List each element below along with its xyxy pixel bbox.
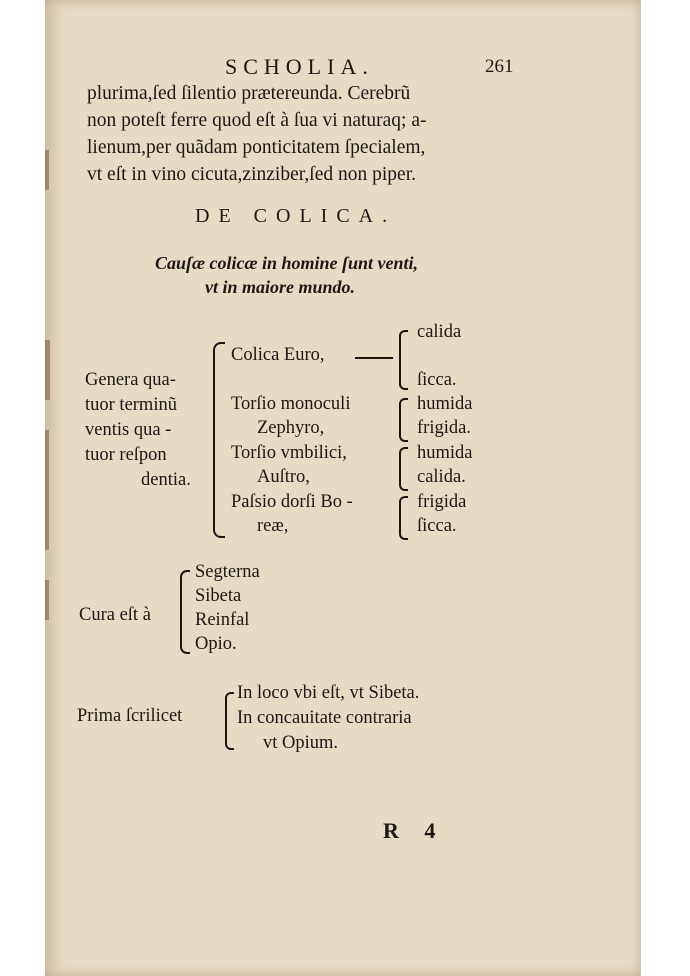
genera-item-line: reæ, (257, 516, 289, 536)
genera-label-line: tuor terminũ (85, 395, 177, 415)
intro-line: Cauſæ colicæ in homine ſunt venti, (155, 253, 419, 273)
cura-item: Opio. (195, 634, 237, 654)
quality-brace (399, 496, 408, 540)
section-title: DE COLICA. (195, 205, 397, 227)
cura-brace (180, 570, 190, 654)
quality: humida (417, 443, 473, 463)
cura-item: Segterna (195, 562, 260, 582)
genera-brace (213, 342, 225, 538)
cura-item: Sibeta (195, 586, 242, 606)
genera-label-line: ventis qua - (85, 420, 172, 440)
prima-label: Prima ſcrilicet (77, 706, 183, 726)
genera-item-line: Zephyro, (257, 418, 325, 438)
quality: calida (417, 322, 462, 342)
quality-brace (399, 398, 408, 442)
cura-item: Reinfal (195, 610, 250, 630)
genera-item-line: Torſio monoculi (231, 394, 351, 414)
prima-item: In concauitate contraria (237, 708, 412, 728)
intro-line: vt in maiore mundo. (205, 277, 356, 297)
quality: ſicca. (417, 516, 457, 536)
text-line: non poteſt ferre quod eſt à ſua vi naturaq; a- (87, 110, 427, 131)
prima-item: In loco vbi eſt, vt Sibeta. (237, 683, 420, 703)
margin-mark (45, 150, 49, 190)
prima-item: vt Opium. (263, 733, 339, 753)
connector-dash (355, 357, 393, 359)
book-page (45, 0, 641, 976)
margin-mark (45, 340, 50, 400)
genera-label-line: tuor reſpon (85, 445, 167, 465)
quality-brace (399, 447, 408, 491)
cura-label: Cura eſt à (79, 605, 151, 625)
text-line: plurima,ſed ſilentio prætereunda. Cerebrũ (87, 83, 411, 104)
quality: frigida (417, 492, 467, 512)
margin-mark (45, 430, 49, 550)
quality-brace (399, 330, 408, 390)
genera-item-line: Colica Euro, (231, 345, 325, 365)
quality: frigida. (417, 418, 471, 438)
quality: humida (417, 394, 473, 414)
text-line: lienum,per quãdam ponticitatem ſpecialem, (87, 137, 426, 158)
genera-item-line: Paſsio dorſi Bo - (231, 492, 353, 512)
text-line: vt eſt in vino cicuta,zinziber,ſed non piper. (87, 164, 416, 185)
quality: calida. (417, 467, 466, 487)
margin-mark (45, 580, 49, 620)
genera-item-line: Torſio vmbilici, (231, 443, 347, 463)
running-title: SCHOLIA. (225, 54, 374, 79)
genera-label-line: dentia. (141, 470, 191, 490)
page-number: 261 (485, 56, 514, 77)
signature-mark: R 4 (383, 818, 446, 843)
genera-label-line: Genera qua- (85, 370, 176, 390)
quality: ſicca. (417, 370, 457, 390)
genera-item-line: Auſtro, (257, 467, 310, 487)
prima-brace (225, 692, 234, 750)
